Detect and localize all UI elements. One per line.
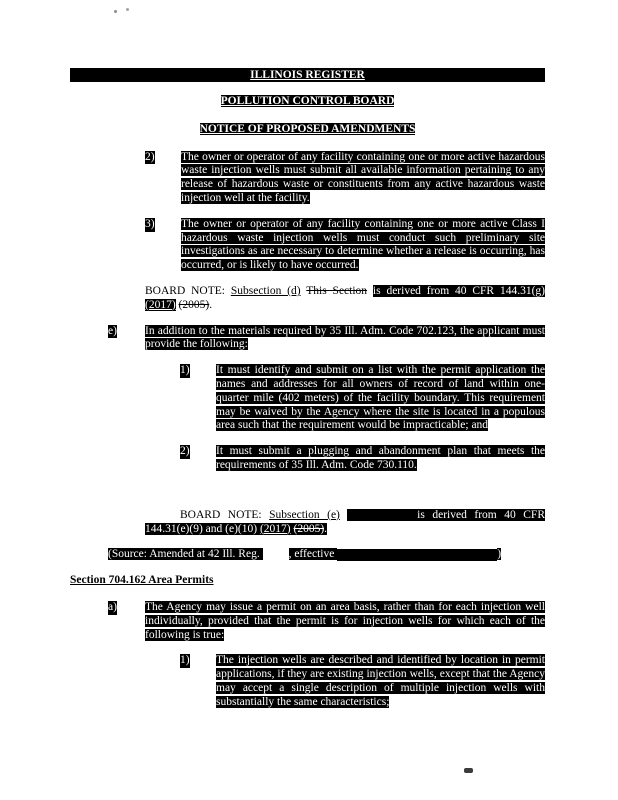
paragraph-e1	[180, 364, 545, 433]
paragraph-text	[216, 445, 545, 471]
text-segment: .	[324, 522, 328, 535]
document-body	[70, 151, 545, 710]
paragraph-text	[216, 654, 545, 707]
paragraph-label: a)	[108, 600, 117, 613]
text-segment: Section 704.162 Area Permits	[70, 574, 214, 587]
paragraph-d2	[145, 151, 545, 206]
paragraph-text	[145, 601, 545, 641]
scan-artifact	[464, 768, 473, 773]
scan-artifact	[126, 8, 129, 11]
paragraph-text	[145, 325, 545, 351]
paragraph-text	[145, 509, 545, 535]
text-segment: .	[209, 298, 213, 311]
text-segment	[263, 549, 289, 561]
text-segment: )	[497, 548, 502, 561]
text-segment: Subsection (e)	[269, 508, 340, 521]
board-note-d	[145, 285, 545, 313]
text-segment: (2017)	[145, 298, 176, 311]
register-title: ILLINOIS REGISTER	[250, 69, 365, 81]
text-segment: It must submit a plugging and abandonment plan that meets the requirements of 35 Ill. Adm. Code 730.110.	[216, 445, 545, 471]
paragraph-a1	[180, 654, 545, 709]
text-segment: Subsection (d)	[230, 284, 301, 297]
section-heading	[70, 574, 545, 588]
text-segment: In addition to the materials required by 35 Ill. Adm. Code 702.123, the applicant must provide the following:	[145, 324, 545, 351]
paragraph-text	[181, 151, 545, 204]
scan-artifact	[114, 10, 117, 13]
paragraph-text	[70, 574, 214, 586]
text-segment: is derived from 40 CFR 144.31(g)	[372, 284, 545, 297]
text-segment: The owner or operator of any facility containing one or more active hazardous waste injection wells must submit all available information pertaining to any release of hazardous waste or constituents from any active hazardous waste injection well at the facility.	[181, 150, 545, 204]
text-segment: (Source: Amended at 42 Ill. Reg.	[108, 548, 263, 561]
subsection-a	[108, 601, 545, 642]
paragraph-text	[216, 364, 545, 431]
paragraph-label: e)	[108, 324, 117, 337]
text-segment	[337, 549, 497, 561]
register-header-bar	[70, 68, 545, 82]
notice-title-line	[70, 123, 545, 137]
text-segment: (2005)	[178, 298, 210, 311]
text-segment: The Agency may issue a permit on an area basis, rather than for each injection well individually, provided that the permit is for injection wells for which each of the following is true:	[145, 600, 545, 641]
text-segment: BOARD NOTE:	[180, 508, 270, 521]
text-segment: This Section	[306, 284, 368, 297]
text-segment: (2005)	[293, 522, 325, 535]
paragraph-label: 2)	[145, 150, 155, 163]
text-segment: , effective	[288, 548, 338, 561]
source-line	[108, 548, 545, 562]
text-segment: BOARD NOTE:	[145, 284, 231, 297]
text-segment: (2017)	[259, 522, 291, 535]
text-segment: This Section	[347, 508, 410, 521]
paragraph-label: 3)	[145, 217, 155, 230]
paragraph-label: 2)	[180, 445, 190, 458]
text-segment: The owner or operator of any facility containing one or more active Class I hazardous waste injection wells must conduct such preliminary site investigations as are necessary to determine whether a release is occurring, has occurred, or is likely to have occurred.	[181, 217, 545, 272]
paragraph-e2	[180, 445, 545, 473]
paragraph-label: 1)	[180, 364, 190, 377]
paragraph-d3	[145, 218, 545, 273]
board-title-line	[70, 95, 545, 109]
text-segment: The injection wells are described and identified by location in permit applications, if they are existing injection wells, except that the Agency may accept a single description of multiple injection wells with substantially the same characteristics;	[216, 654, 545, 708]
subsection-e	[108, 325, 545, 353]
board-note-e	[145, 509, 545, 537]
text-segment: It must identify and submit on a list with the permit application the names and addresses for all owners of record of land within one-quarter mile (402 meters) of the facility boundary. This requirement may be waived by the Agency where the site is located in a populous area such that the requirement would be impracticable; and	[216, 364, 545, 432]
paragraph-text	[108, 548, 501, 560]
text-segment: is derived from 40 CFR 144.31(e)(9) and (e)(10)	[145, 508, 545, 535]
board-title: POLLUTION CONTROL BOARD	[220, 95, 395, 107]
paragraph-label: 1)	[180, 654, 190, 667]
paragraph-text	[145, 285, 545, 311]
paragraph-text	[181, 218, 545, 271]
notice-title: NOTICE OF PROPOSED AMENDMENTS	[199, 122, 416, 135]
